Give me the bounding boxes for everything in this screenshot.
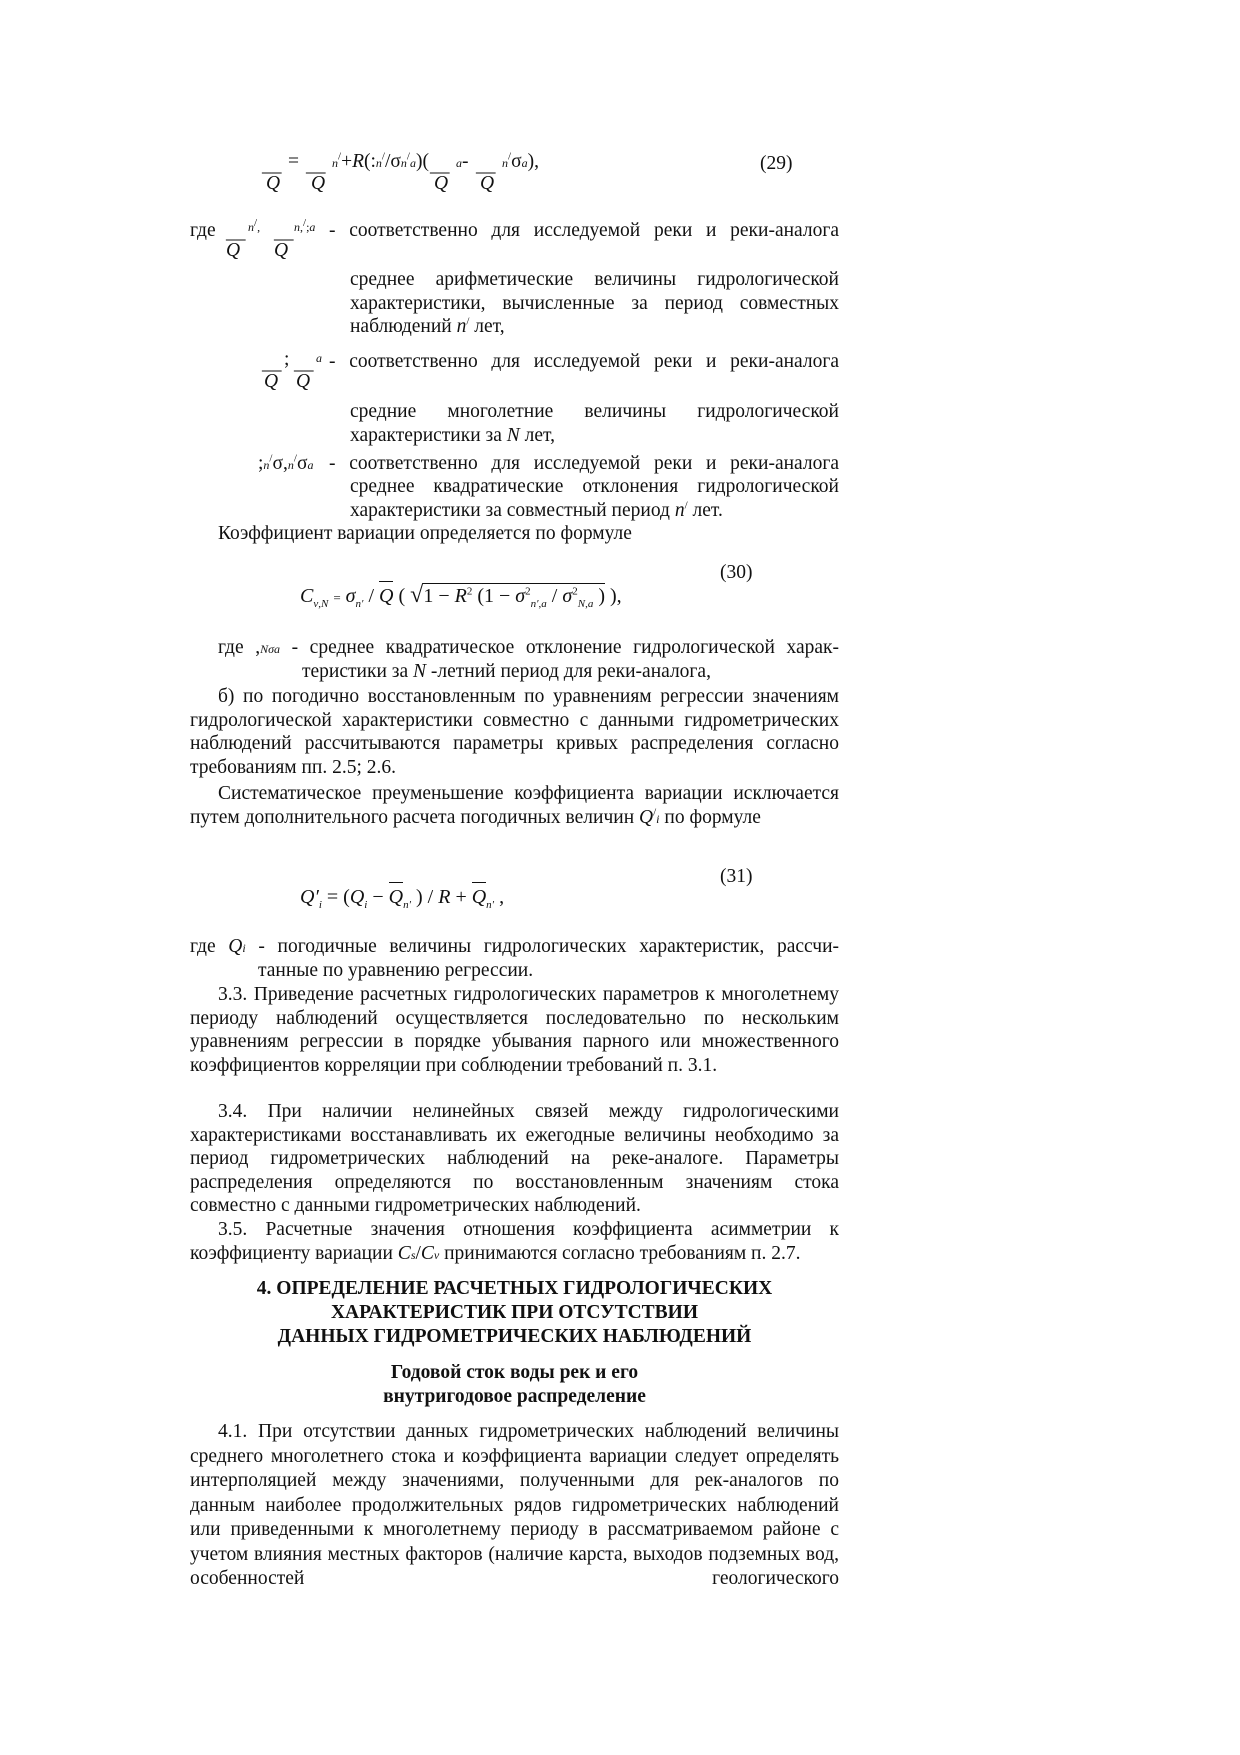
paragraph-systematic: Систематическое преуменьшение коэффициента вариации исключается путем дополнительного расчета погодичных величин Q/i по формуле [190, 783, 839, 828]
where-label: где [190, 220, 216, 241]
paragraph-3-4: 3.4. При наличии нелинейных связей между гидрологическими характеристиками восстанавливать их ежегодные величины необходимо за период гидрометрических наблюдений на реке-аналоге. Параметры распределения определяются по восстановленным значениям стока совместно с данными гидрометрических наблюдений. [190, 1101, 839, 1216]
section-4-title: 4. ОПРЕДЕЛЕНИЕ РАСЧЕТНЫХ ГИДРОЛОГИЧЕСКИХ ХАРАКТЕРИСТИК ПРИ ОТСУТСТВИИ ДАННЫХ ГИДРОМЕТРИЧЕСКИХ НАБЛЮДЕНИЙ [256, 1278, 773, 1347]
where1-text: - соответственно для исследуемой реки и реки-аналога [329, 220, 839, 241]
definition-3: среднее квадратические отклонения гидрологической характеристики за совместный период n/ лет. [350, 476, 839, 521]
coef-intro: Коэффициент вариации определяется по формуле [218, 523, 632, 544]
where3-symbols: ;n/σ,n/σa [258, 452, 314, 474]
formula-31: $Q'_i = (Q_i - Q_{n'}$ ) / $R + Q_{n'}$ , [300, 886, 505, 911]
where3-text: - соответственно для исследуемой реки и реки-аналога [329, 453, 839, 474]
subsection-title: Годовой сток воды рек и его внутригодовое распределение [383, 1362, 646, 1407]
formula-31-number: (31) [720, 866, 753, 887]
formula-29-number: (29) [760, 153, 793, 174]
paragraph-3-3: 3.3. Приведение расчетных гидрологических параметров к многолетнему периоду наблюдений осуществляется последовательно по нескольким уравнениям регрессии в порядке убывания парного или множественного коэффициентов корреляции при соблюдении требований п. 3.1. [190, 984, 839, 1076]
where2-text: - соответственно для исследуемой реки и реки-аналога [329, 351, 839, 372]
paragraph-3-5: 3.5. Расчетные значения отношения коэффициента асимметрии к коэффициенту вариации Cs/Cv принимаются согласно требованиям п. 2.7. [190, 1219, 839, 1264]
where4-line2: теристики за N -летний период для реки-аналога, [302, 661, 711, 682]
document-page: __ = __ n/+R(:n//σn/a)( __ a- __ n/σa), Q Q Q Q (29) где __ n/, __ n,/;a Q Q - соответственно для исследуемой реки и реки-аналога среднее арифметические величины гидрологической характеристики, вычисленные за период совместных наблюдений n/ лет, __ ; __ a Q Q - соответственно для исследуемой реки и реки-аналога средние многолетние величины гидрологической характеристики за N лет, ;n/σ,n/σa - соответственно для исследуемой реки и реки-аналога среднее квадратические отклонения гидрологической характеристики за совместный период n/ лет. Коэффициент вариации определяется по формуле (30) $C_{v,N} = \sigma_{n'} / Q$ ( $√1 - R^2$ ($1 - \sigma^2_{n',a} / \sigma^2_{N,a}$ ) ), где ,Nσa - среднее квадратическое отклонение гидрологической харак- теристики за N -летний период для реки-аналога, б) по погодично восстановленным по уравнениям регрессии значениям гидрологической характеристики совместно с данными гидрометрических наблюдений рассчитываются параметры кривых распределения согласно требованиям пп. 2.5; 2.6. Систематическое преуменьшение коэффициента вариации исключается путем дополнительного расчета погодичных величин Q/i по формуле (31) $Q'_i = (Q_i - Q_{n'}$ ) / $R + Q_{n'}$ , где Qi - погодичные величины гидрологических характеристик, рассчи- танные по уравнению регрессии. 3.3. Приведение расчетных гидрологических параметров к многолетнему периоду наблюдений осуществляется последовательно по нескольким уравнениям регрессии в порядке убывания парного или множественного коэффициентов корреляции при соблюдении требований п. 3.1. 3.4. При наличии нелинейных связей между гидрологическими характеристиками восстанавливать их ежегодные величины необходимо за период гидрометрических наблюдений на реке-аналоге. Параметры распределения определяются по восстановленным значениям стока совместно с данными гидрометрических наблюдений. 3.5. Расчетные значения отношения коэффициента асимметрии к коэффициенту вариации Cs/Cv принимаются согласно требованиям п. 2.7. 4. ОПРЕДЕЛЕНИЕ РАСЧЕТНЫХ ГИДРОЛОГИЧЕСКИХ ХАРАКТЕРИСТИК ПРИ ОТСУТСТВИИ ДАННЫХ ГИДРОМЕТРИЧЕСКИХ НАБЛЮДЕНИЙ Годовой сток воды рек и его внутригодовое распределение 4.1. При отсутствии данных гидрометрических наблюдений величины среднего многолетнего стока и коэффициента вариации следует определять интерполяцией между значениями, полученными для рек-аналогов по данным наиболее продолжительных рядов гидрометрических наблюдений или приведенными к многолетнему периоду в рассматриваемом районе с учетом влияния местных факторов (наличие карста, выходов подземных вод, особенностей геологического [0, 0, 1240, 1755]
where4-line1: где ,Nσa - среднее квадратическое отклонение гидрологической харак- [218, 637, 839, 658]
where5-line1: где Qi - погодичные величины гидрологических характеристик, рассчи- [190, 936, 839, 957]
paragraph-b: б) по погодично восстановленным по уравнениям регрессии значениям гидрологической характеристики совместно с данными гидрометрических наблюдений рассчитываются параметры кривых распределения согласно требованиям пп. 2.5; 2.6. [190, 686, 839, 778]
formula-30: $C_{v,N} = \sigma_{n'} / Q$ ( $√1 - R^2$ ($1 - \sigma^2_{n',a} / \sigma^2_{N,a}$ ) ), [300, 582, 622, 610]
formula-30-number: (30) [720, 562, 753, 583]
definition-1: среднее арифметические величины гидрологической характеристики, вычисленные за период совместных наблюдений n/ лет, [350, 269, 839, 337]
definition-2: средние многолетние величины гидрологической характеристики за N лет, [350, 401, 839, 446]
where5-line2: танные по уравнению регрессии. [258, 960, 534, 981]
paragraph-4-1: 4.1. При отсутствии данных гидрометрических наблюдений величины среднего многолетнего стока и коэффициента вариации следует определять интерполяцией между значениями, полученными для рек-аналогов по данным наиболее продолжительных рядов гидрометрических наблюдений или приведенными к многолетнему периоду в рассматриваемом районе с учетом влияния местных факторов (наличие карста, выходов подземных вод, особенностей геологического [190, 1421, 839, 1589]
